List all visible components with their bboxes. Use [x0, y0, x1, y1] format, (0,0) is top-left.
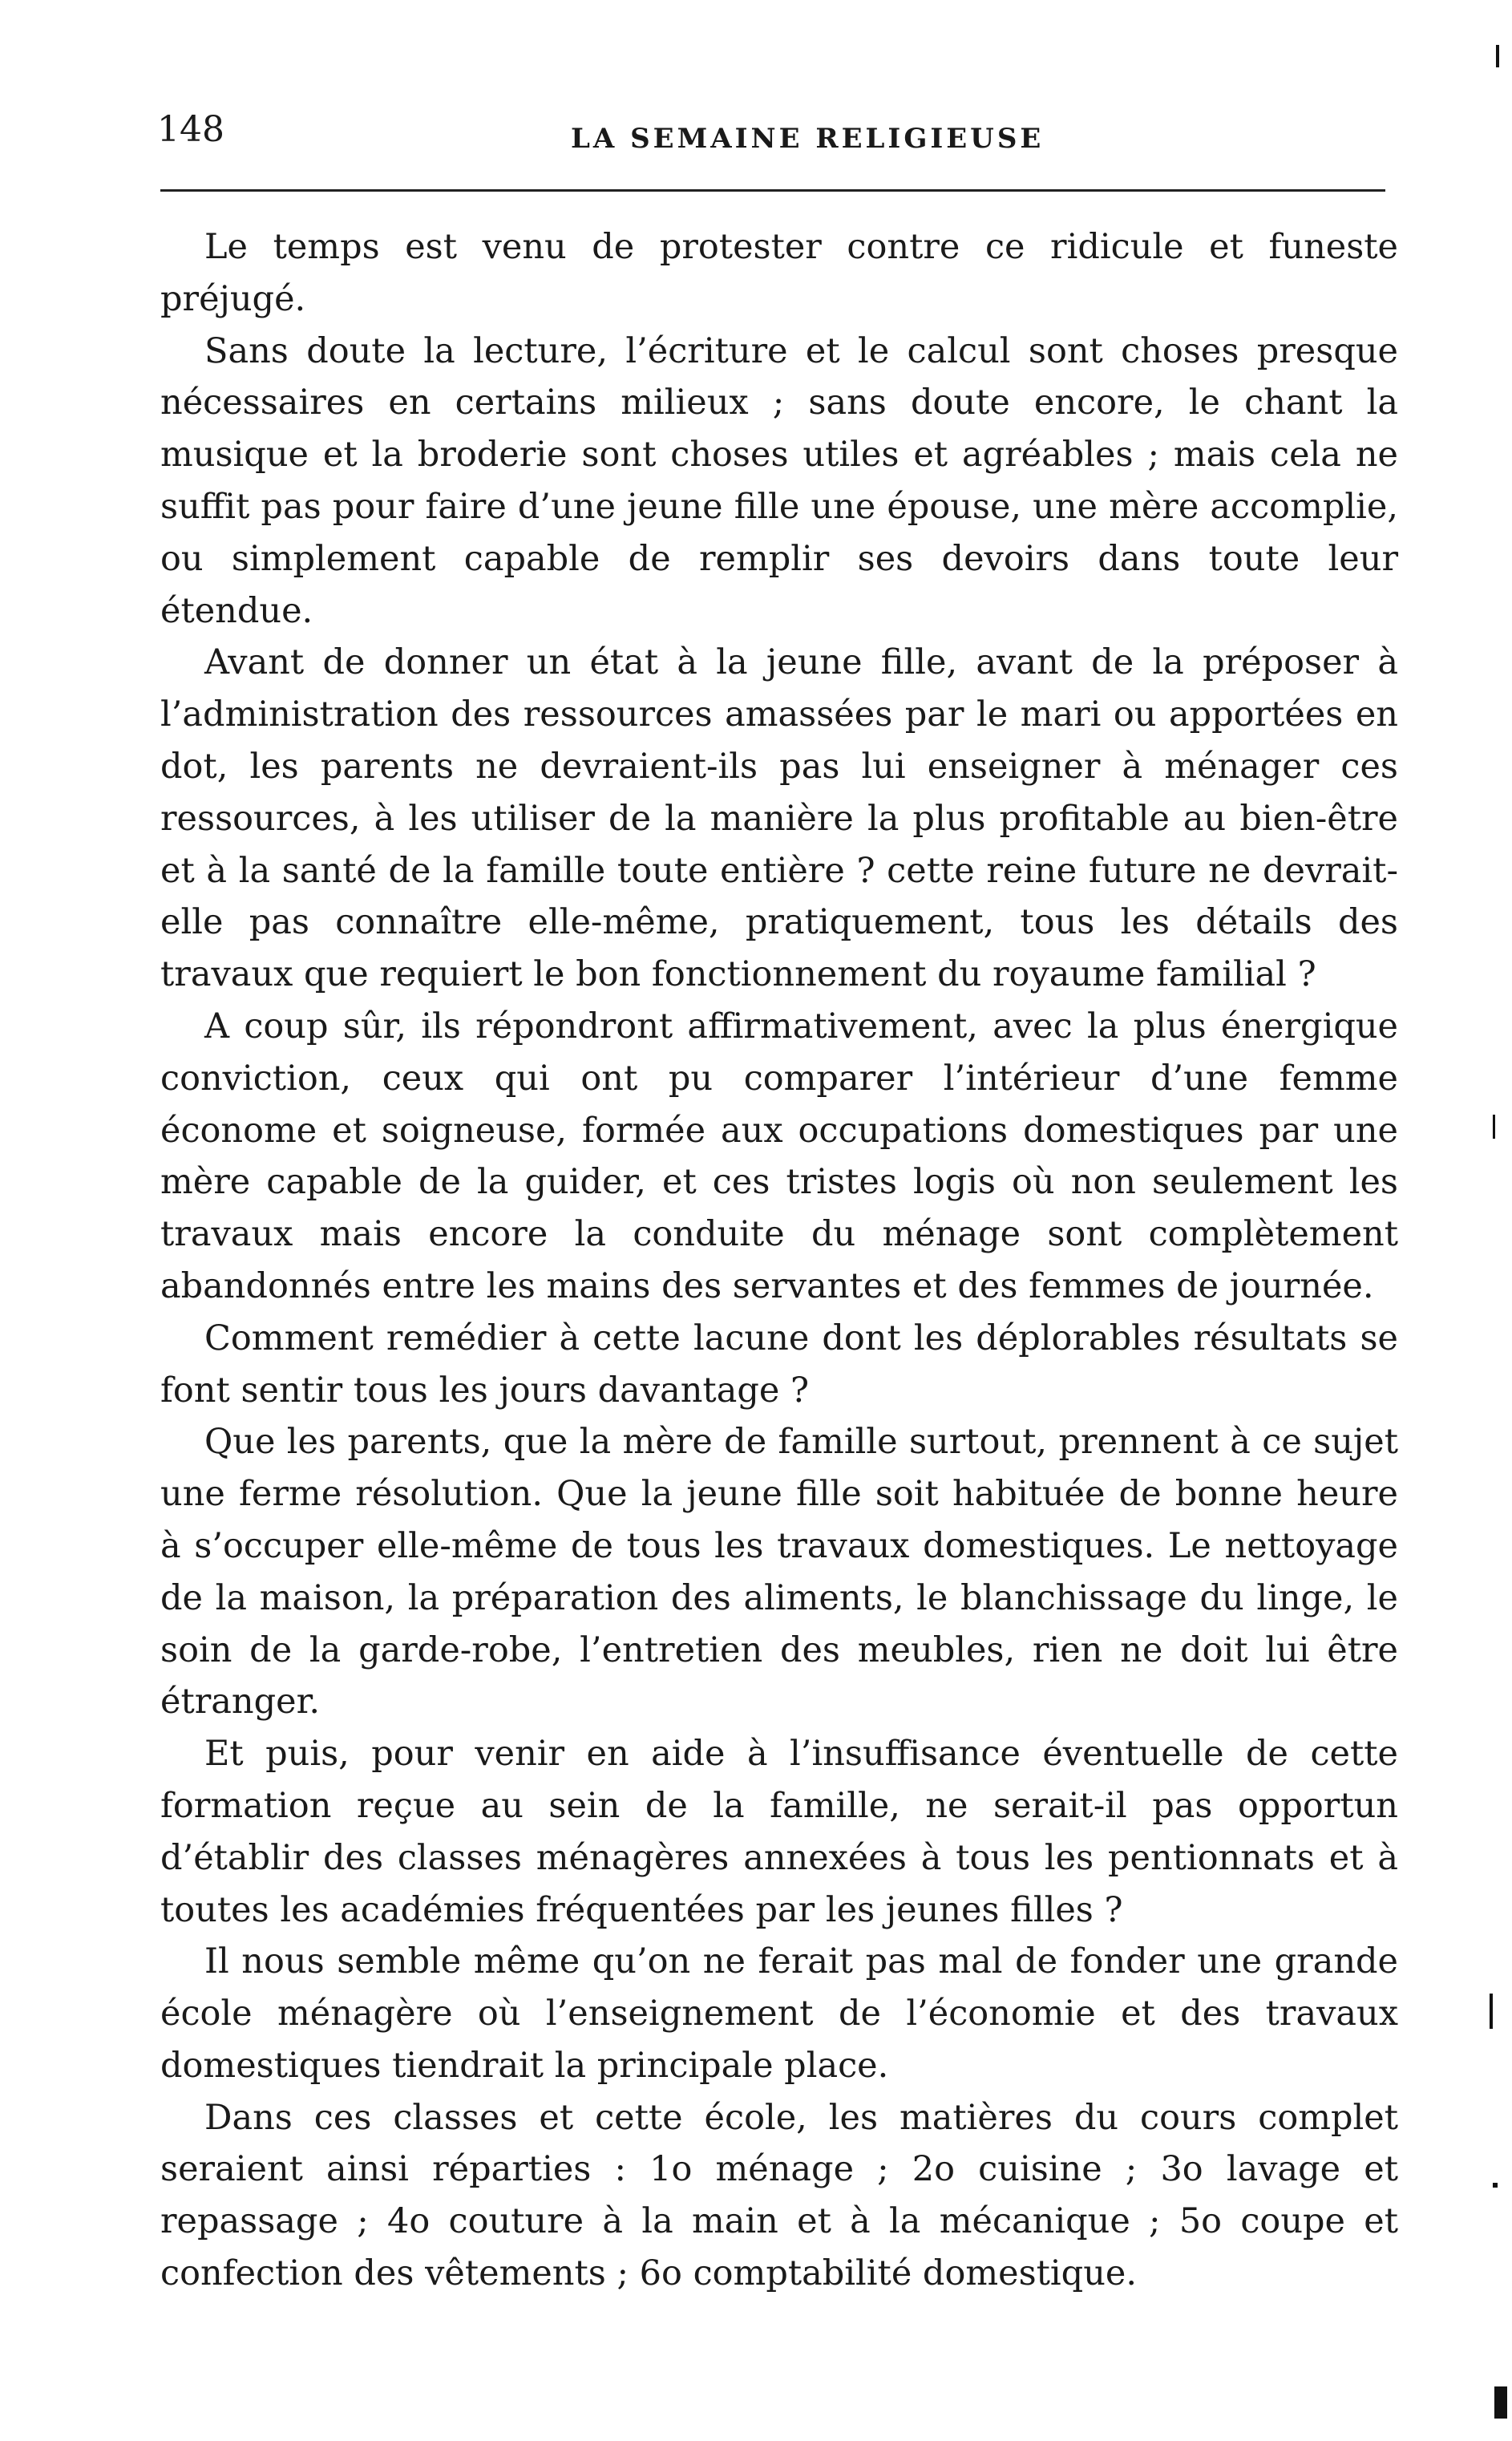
paragraph: Il nous semble même qu’on ne ferait pas mal de fonder une grande école ménagère où l’enseignement de l’économie et des travaux domestiques tiendrait la principale place.	[160, 1941, 1398, 2086]
running-title: LA SEMAINE RELIGIEUSE	[571, 123, 1045, 155]
scan-mark	[1493, 2183, 1498, 2188]
article-body	[160, 221, 1398, 2300]
scan-mark	[1490, 1994, 1493, 2029]
paragraph: Le temps est venu de protester contre ce ridicule et funeste préjugé.	[160, 227, 1398, 319]
paragraph: Avant de donner un état à la jeune fille, avant de la préposer à l’administration des ressources amassées par le mari ou apportées en dot, les parents ne devraient-ils pas lui enseigner à ménager ces ressources, à les utiliser de la manière la plus profitable au bien-être et à la santé de la famille toute entière ? cette reine future ne devrait-elle pas connaître elle-même, pratiquement, tous les détails des travaux que requiert le bon fonctionnement du royaume familial ?	[160, 642, 1398, 995]
paragraph: Sans doute la lecture, l’écriture et le calcul sont choses presque nécessaires en certains milieux ; sans doute encore, le chant la musique et la broderie sont choses utiles et agréables ; mais cela ne suffit pas pour faire d’une jeune fille une épouse, une mère accomplie, ou simplement capable de remplir ses devoirs dans toute leur étendue.	[160, 330, 1398, 631]
page-header	[0, 0, 1512, 208]
paragraph: Comment remédier à cette lacune dont les déplorables résultats se font sentir tous les jours davantage ?	[160, 1318, 1398, 1411]
paragraph: A coup sûr, ils répondront affirmativement, avec la plus énergique conviction, ceux qui ont pu comparer l’intérieur d’une femme économe et soigneuse, formée aux occupations domestiques par une mère capable de la guider, et ces tristes logis où non seulement les travaux mais encore la conduite du ménage sont complètement abandonnés entre les mains des servantes et des femmes de journée.	[160, 1006, 1398, 1306]
scan-mark	[1494, 2386, 1507, 2419]
page-number: 148	[157, 109, 224, 150]
header-rule	[160, 189, 1385, 192]
scan-mark	[1496, 45, 1499, 67]
scan-mark	[1493, 1115, 1495, 1139]
paragraph: Et puis, pour venir en aide à l’insuffisance éventuelle de cette formation reçue au sein de la famille, ne serait-il pas opportun d’établir des classes ménagères annexées à tous les pentionnats et à toutes les académies fréquentées par les jeunes filles ?	[160, 1734, 1398, 1930]
paragraph: Dans ces classes et cette école, les matières du cours complet seraient ainsi réparties : 1o ménage ; 2o cuisine ; 3o lavage et repassage ; 4o couture à la main et à la mécanique ; 5o coupe et confection des vêtements ; 6o comptabilité domestique.	[160, 2097, 1398, 2294]
paragraph: Que les parents, que la mère de famille surtout, prennent à ce sujet une ferme résolution. Que la jeune fille soit habituée de bonne heure à s’occuper elle-même de tous les travaux domestiques. Le nettoyage de la maison, la préparation des aliments, le blanchissage du linge, le soin de la garde-robe, l’entretien des meubles, rien ne doit lui être étranger.	[160, 1422, 1398, 1722]
